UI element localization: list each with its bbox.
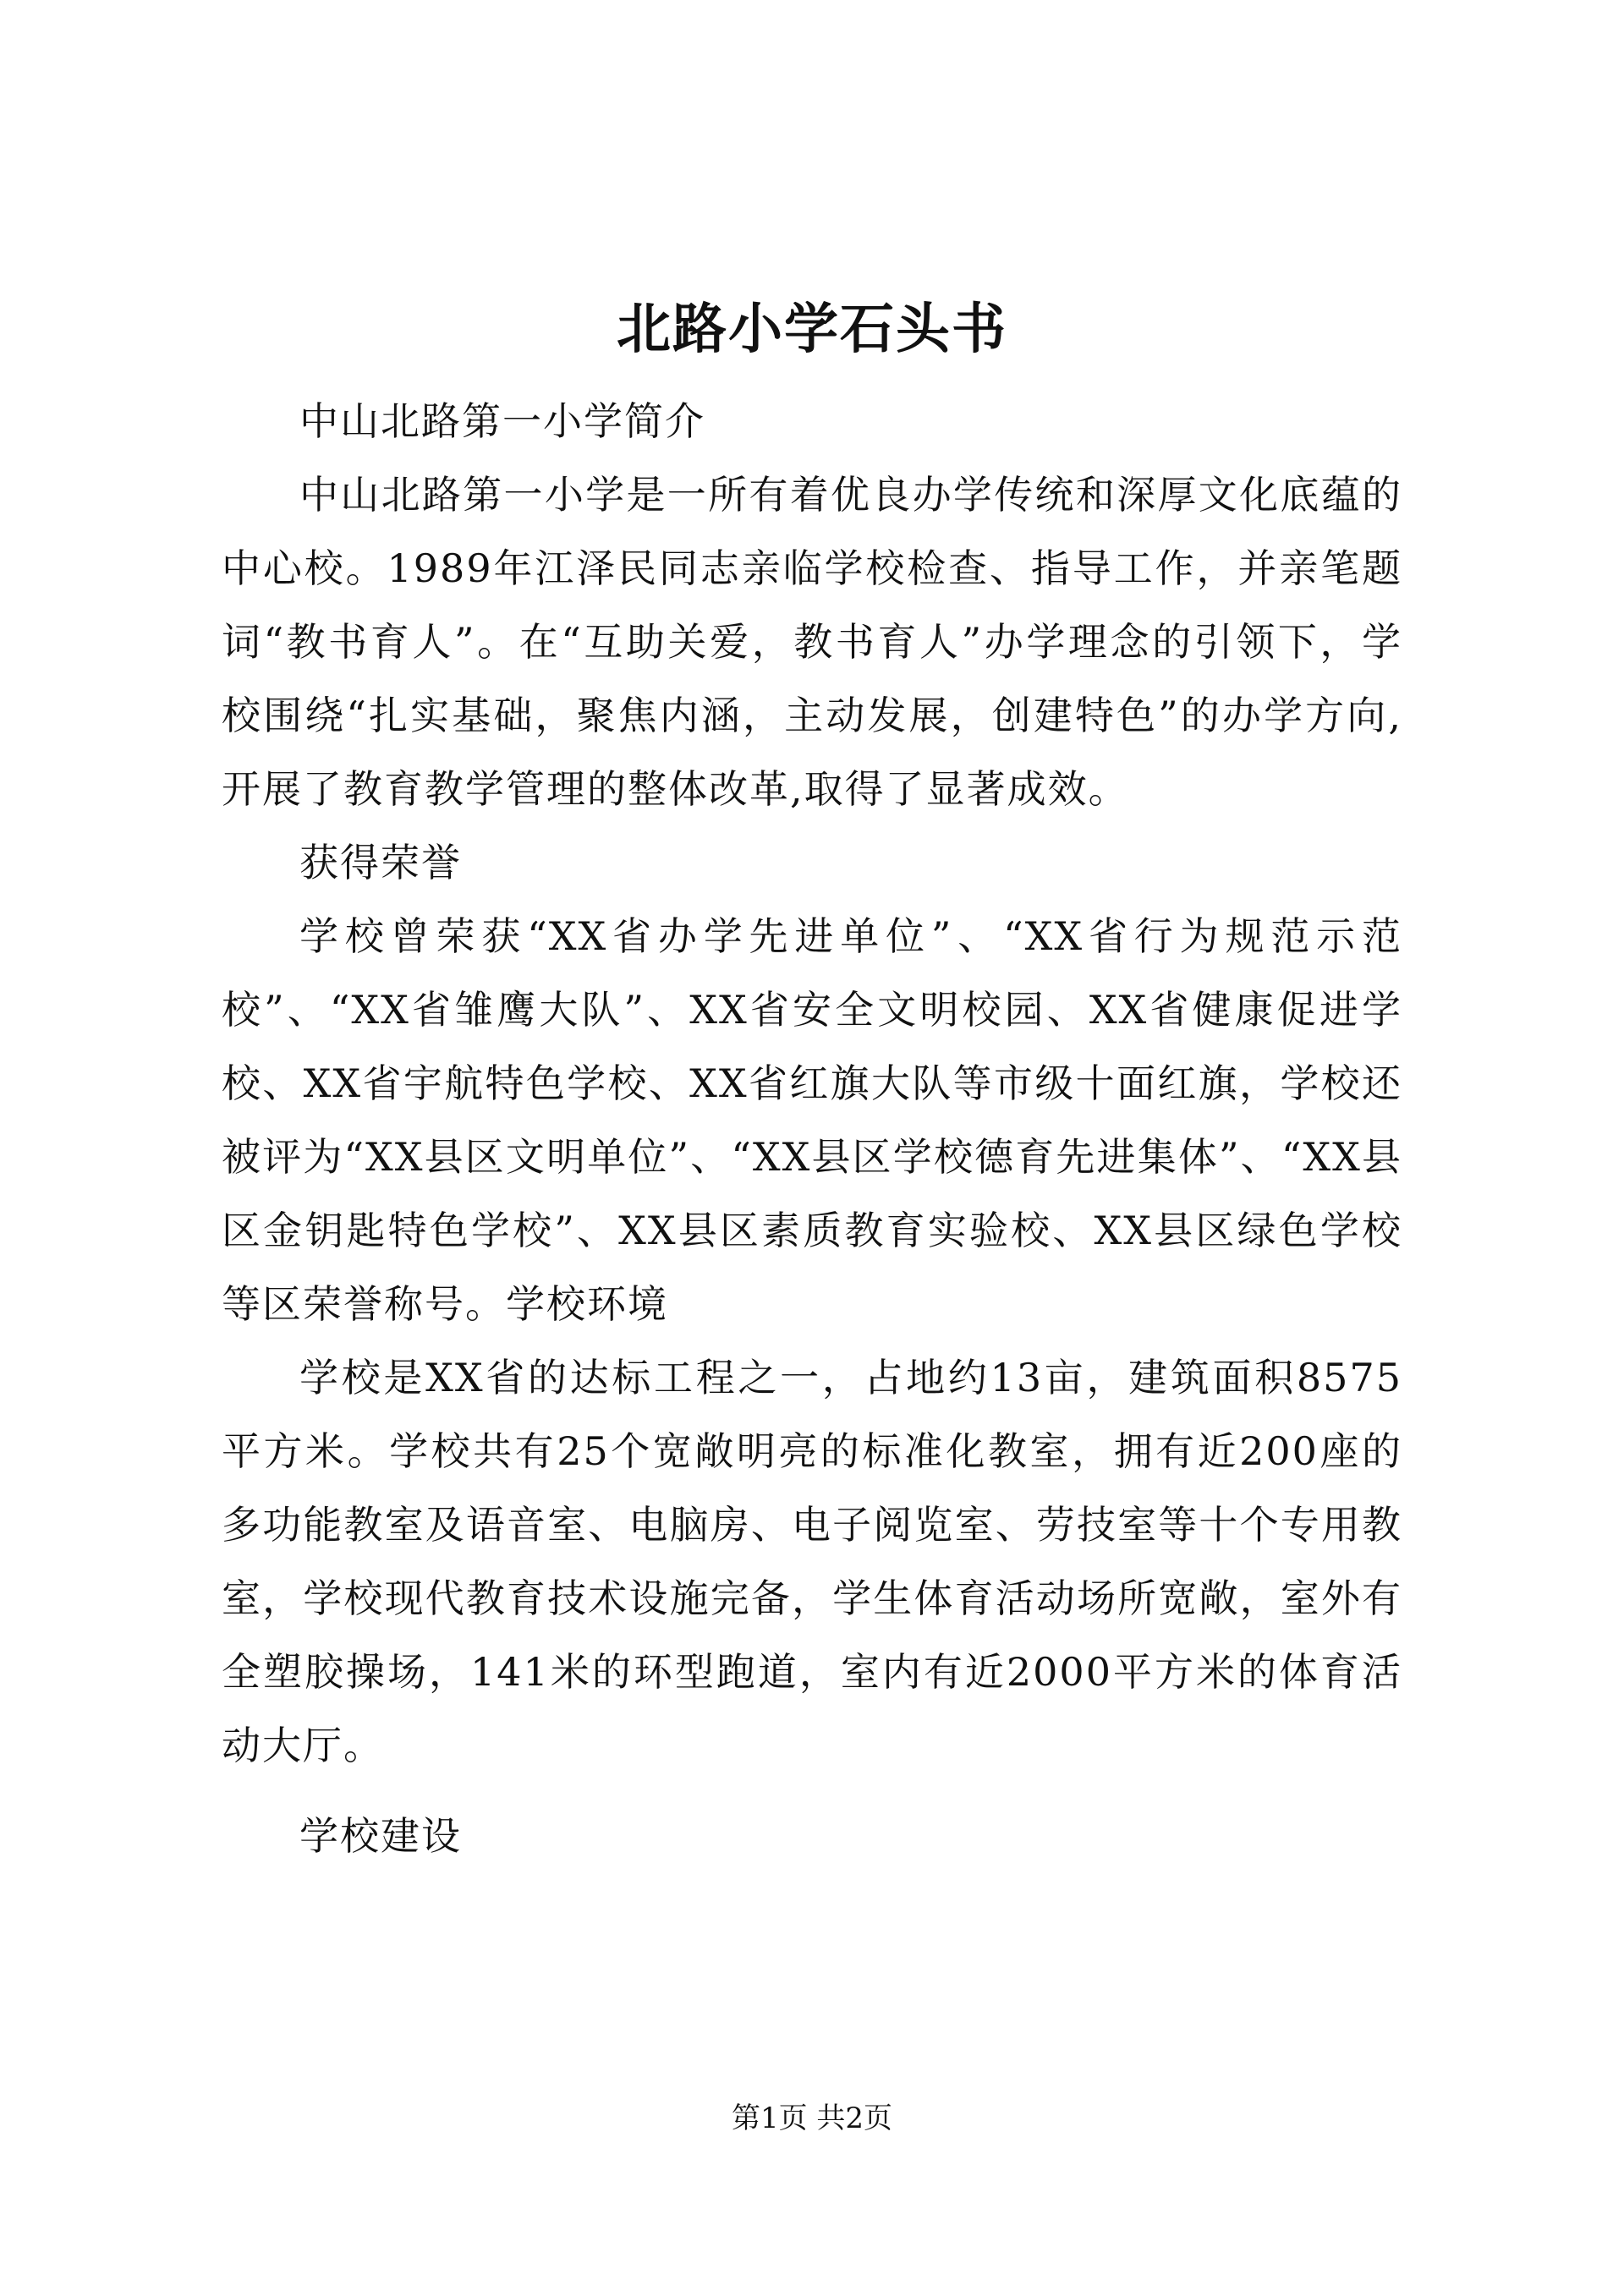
document-title: 北路小学石头书 <box>617 298 1007 361</box>
page-number-footer: 第1页 共2页 <box>731 2101 893 2135</box>
section-heading-construction: 学校建设 <box>299 1813 462 1859</box>
paragraph-intro: 中山北路第一小学是一所有着优良办学传统和深厚文化底蕴的中心校。1989年江泽民同志亲临学校检查、指导工作，并亲笔题词“教书育人”。在“互助关爱，教书育人”办学理念的引领下，学校围绕“扎实基础，聚焦内涵，主动发展，创建特色”的办学方向,开展了教育教学管理的整体改革,取得了显著成效。 <box>222 472 1402 812</box>
section-heading-intro: 中山北路第一小学简介 <box>299 398 705 444</box>
section-heading-honors: 获得荣誉 <box>299 840 462 885</box>
document-body <box>222 385 1402 1873</box>
paragraph-honors: 学校曾荣获“XX省办学先进单位”、“XX省行为规范示范校”、“XX省雏鹰大队”、XX省安全文明校园、XX省健康促进学校、XX省宇航特色学校、XX省红旗大队等市级十面红旗，学校还被评为“XX县区文明单位”、“XX县区学校德育先进集体”、“XX县区金钥匙特色学校”、XX县区素质教育实验校、XX县区绿色学校等区荣誉称号。学校环境 <box>222 913 1402 1327</box>
paragraph-environment: 学校是XX省的达标工程之一，占地约13亩，建筑面积8575平方米。学校共有25个宽敞明亮的标准化教室，拥有近200座的多功能教室及语音室、电脑房、电子阅览室、劳技室等十个专用教室，学校现代教育技术设施完备，学生体育活动场所宽敞，室外有全塑胶操场，141米的环型跑道，室内有近2000平方米的体育活动大厅。 <box>222 1355 1402 1768</box>
